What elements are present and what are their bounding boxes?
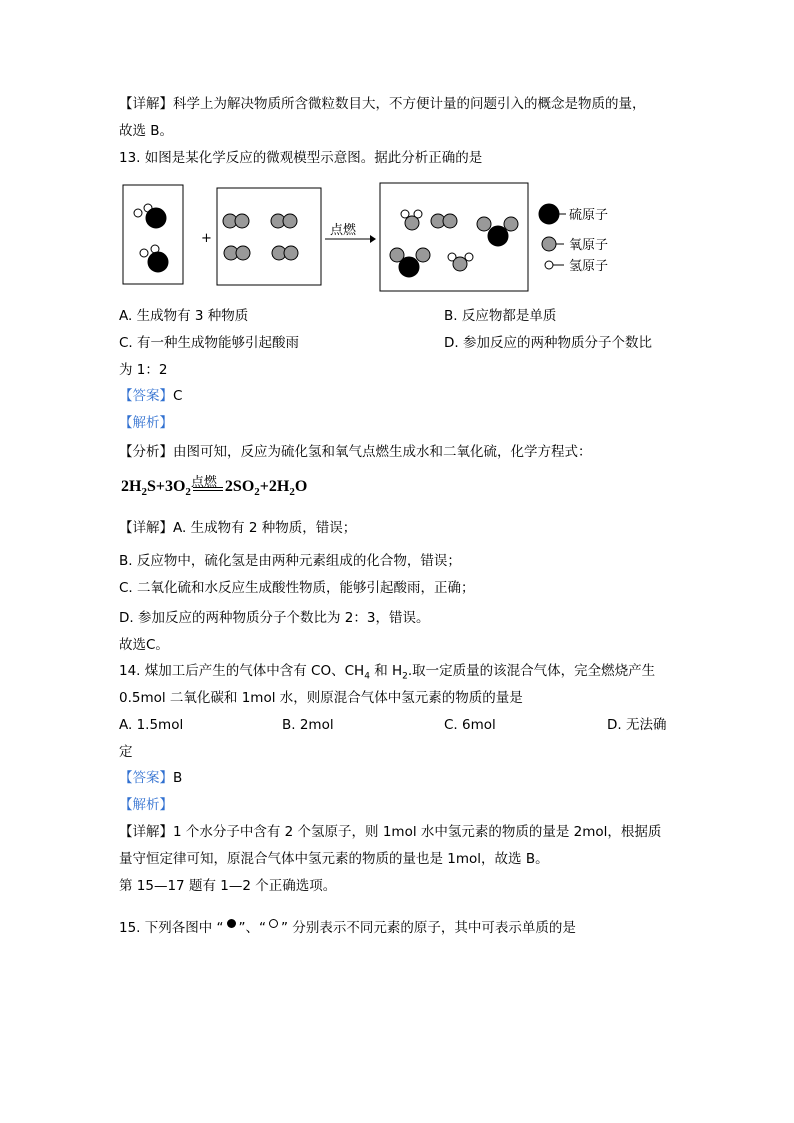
eq-condition [190, 475, 223, 491]
detail-text: 【详解】科学上为解决物质所含微粒数目大，不方便计量的问题引入的概念是物质的量， [119, 96, 646, 112]
answer-line [119, 769, 182, 787]
eq-part: S+3O [146, 478, 186, 495]
analysis-label: 【解析】 [119, 415, 173, 431]
option-c: C. 有一种生成物能够引起酸雨 [119, 335, 300, 351]
q15-text: 15. 下列各图中 “ [119, 920, 224, 936]
eq-part: 2H [121, 478, 142, 495]
eq-part: 2SO [224, 478, 255, 495]
option-b: B. 2mol [282, 717, 334, 733]
note: 第 15—17 题有 1—2 个正确选项。 [119, 878, 337, 894]
q14-text: 14. 煤加工后产生的气体中含有 CO、CH [119, 663, 365, 679]
legend-sulfur: 硫原子 [569, 208, 609, 223]
arrow-head [370, 235, 376, 243]
white-atom-icon [269, 919, 278, 928]
q14-sub: 2 [402, 671, 408, 682]
legend-hydrogen: 氢原子 [569, 259, 609, 274]
q15-text: ”、“ [238, 920, 267, 936]
eq-part: O [294, 478, 308, 495]
q14-sub: 4 [364, 671, 370, 682]
eq-sub: 2 [254, 486, 260, 499]
eq-condition-label: 点燃 [190, 475, 217, 490]
answer-label: 【答案】 [119, 770, 173, 786]
black-atom-icon [227, 919, 236, 928]
question-14 [119, 662, 655, 686]
detail-line: 【详解】A. 生成物有 2 种物质，错误； [119, 520, 357, 536]
answer-value: C [173, 388, 183, 404]
option-d: D. 参加反应的两种物质分子个数比 [444, 335, 652, 351]
option-a: A. 1.5mol [119, 717, 184, 733]
question-15 [119, 919, 576, 937]
detail-line: C. 二氧化硫和水反应生成酸性物质，能够引起酸雨，正确； [119, 580, 475, 596]
plus-sign: + [201, 231, 212, 246]
eq-part: +2H [259, 478, 290, 495]
detail-line: 【详解】1 个水分子中含有 2 个氢原子，则 1mol 水中氢元素的物质的量是 2mol，根据质 [119, 824, 662, 840]
question-13: 13. 如图是某化学反应的微观模型示意图。据此分析正确的是 [119, 150, 483, 166]
detail-text: 故选 B。 [119, 123, 174, 139]
option-d: D. 无法确 [607, 717, 667, 733]
option-a: A. 生成物有 3 种物质 [119, 308, 249, 324]
legend-oxygen: 氧原子 [569, 238, 609, 253]
q14-text: .取一定质量的该混合气体，完全燃烧产生 [407, 663, 656, 679]
option-d-cont: 定 [119, 744, 133, 760]
detail-line: 故选C。 [119, 637, 169, 653]
answer-value: B [173, 770, 183, 786]
detail-line: 量守恒定律可知，原混合气体中氢元素的物质的量也是 1mol，故选 B。 [119, 851, 549, 867]
answer-label: 【答案】 [119, 388, 173, 404]
option-c: C. 6mol [444, 717, 496, 733]
eq-sub: 2 [185, 486, 191, 499]
condition-label: 点燃 [330, 223, 357, 238]
question-14-line2: 0.5mol 二氧化碳和 1mol 水，则原混合气体中氢元素的物质的量是 [119, 690, 523, 706]
option-d-cont: 为 1：2 [119, 362, 168, 378]
answer-line [119, 387, 182, 405]
eq-sub: 2 [141, 486, 147, 499]
detail-line: D. 参加反应的两种物质分子个数比为 2：3，错误。 [119, 610, 430, 626]
option-b: B. 反应物都是单质 [444, 308, 557, 324]
detail-line: B. 反应物中，硫化氢是由两种元素组成的化合物，错误； [119, 553, 461, 569]
q14-text: 和 H [369, 663, 403, 679]
eq-sub: 2 [289, 486, 295, 499]
q15-text: ” 分别表示不同元素的原子，其中可表示单质的是 [281, 920, 576, 936]
analysis-label: 【解析】 [119, 797, 173, 813]
analysis-text: 【分析】由图可知，反应为硫化氢和氧气点燃生成水和二氧化硫，化学方程式： [119, 444, 592, 460]
chemical-equation [121, 475, 308, 499]
reaction-diagram [118, 178, 638, 296]
